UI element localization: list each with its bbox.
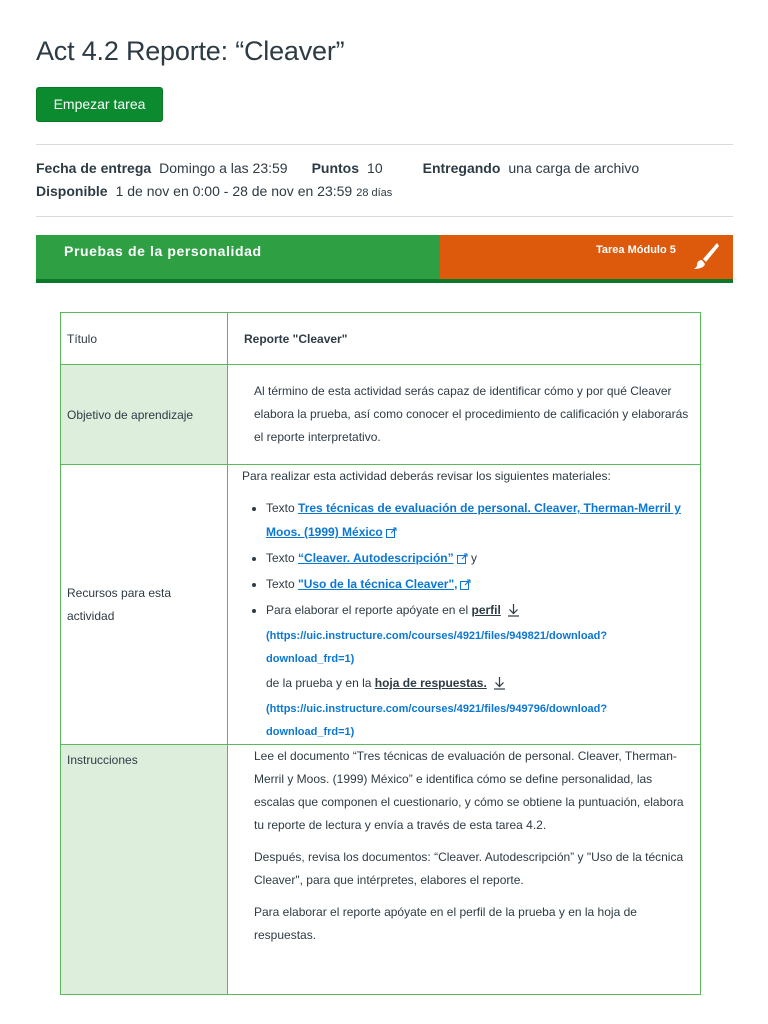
resources-intro: Para realizar esta actividad deberás revisar los siguientes materiales:	[242, 469, 611, 483]
submitting-label: Entregando	[422, 160, 501, 176]
table-row-resources	[61, 465, 701, 745]
points-label: Puntos	[311, 160, 360, 176]
link-perfil[interactable]: perfil	[471, 603, 501, 617]
banner-module-label: Tarea Módulo 5	[596, 244, 676, 256]
assignment-table	[60, 312, 701, 995]
page-title: Act 4.2 Reporte: “Cleaver”	[36, 36, 345, 66]
submitting-value: una carga de archivo	[508, 160, 640, 176]
banner-module-panel	[440, 235, 733, 279]
link-tres-tecnicas[interactable]: Tres técnicas de evaluación de personal. Cleaver, Therman-Merril y Moos. (1999) México	[266, 501, 681, 539]
points-value: 10	[367, 160, 383, 176]
instructions-label: Instrucciones	[61, 745, 228, 995]
table-row-instructions	[61, 745, 701, 995]
divider-top	[36, 144, 733, 145]
due-label: Fecha de entrega	[36, 160, 152, 176]
due-value: Domingo a las 23:59	[159, 160, 288, 176]
list-item: • Texto "Uso de la técnica Cleaver",	[266, 572, 690, 598]
instructions-paragraph-2: Después, revisa los documentos: “Cleaver. Autodescripción” y "Uso de la técnica Cleaver", para que intérpretes, elabores el reporte.	[254, 850, 684, 887]
instructions-paragraph-3: Para elaborar el reporte apóyate en el perfil de la prueba y en la hoja de respuestas.	[254, 905, 637, 942]
assignment-details	[36, 160, 736, 206]
available-value: 1 de nov en 0:00 - 28 de nov en 23:59	[115, 183, 353, 199]
available-days: 28 días	[356, 187, 393, 199]
details-row-1	[36, 160, 736, 183]
title-label: Título	[61, 313, 228, 365]
paintbrush-icon	[693, 241, 721, 276]
external-link-icon	[386, 522, 397, 546]
download-icon[interactable]	[507, 601, 520, 625]
external-link-icon	[457, 548, 468, 572]
objective-value: Al término de esta actividad serás capaz de identificar cómo y por qué Cleaver elabora la prueba, así como conocer el procedimiento de calificación y elaborarás el reporte interpretativo.	[254, 384, 689, 444]
table-row-objective	[61, 365, 701, 465]
start-assignment-button[interactable]: Empezar tarea	[36, 87, 163, 122]
resources-list	[242, 496, 690, 744]
available-label: Disponible	[36, 183, 108, 199]
instructions-paragraph-1: Lee el documento “Tres técnicas de evaluación de personal. Cleaver, Therman-Merril y Moos. (1999) México” e identifica cómo se define personalidad, las escalas que componen el cuestionario, y cómo se obtiene la puntuación, elabora tu reporte de lectura y envía a través de esta tarea 4.2.	[254, 749, 684, 832]
perfil-url: (https://uic.instructure.com/courses/4921/files/949821/download?download_frd=1)	[266, 630, 608, 665]
divider-bottom	[36, 216, 733, 217]
list-item: • Para elaborar el reporte apóyate en el perfil (https://uic.instructure.com/courses/4921/files/949821/download?download_frd=1) de la prueba y en la hoja de respuestas. (https://uic.instructure.com/courses/4921/files/949796/download?download_frd=1)	[266, 598, 690, 744]
download-icon[interactable]	[493, 674, 506, 698]
title-value: Reporte "Cleaver"	[228, 313, 701, 365]
list-item: • Texto “Cleaver. Autodescripción” y	[266, 546, 690, 572]
hoja-respuestas-url: (https://uic.instructure.com/courses/4921/files/949796/download?download_frd=1)	[266, 703, 608, 738]
resources-label: Recursos para esta actividad	[67, 585, 172, 623]
link-autodescripcion[interactable]: “Cleaver. Autodescripción”	[298, 551, 454, 565]
link-uso-tecnica[interactable]: "Uso de la técnica Cleaver",	[298, 577, 458, 591]
link-hoja-respuestas[interactable]: hoja de respuestas.	[374, 676, 487, 690]
module-banner	[36, 235, 733, 283]
banner-title: Pruebas de la personalidad	[36, 235, 440, 279]
details-row-2	[36, 183, 736, 206]
external-link-icon	[460, 574, 471, 598]
list-item: • Texto Tres técnicas de evaluación de personal. Cleaver, Therman-Merril y Moos. (1999) México	[266, 496, 690, 546]
objective-label: Objetivo de aprendizaje	[61, 365, 228, 465]
table-row-title	[61, 313, 701, 365]
